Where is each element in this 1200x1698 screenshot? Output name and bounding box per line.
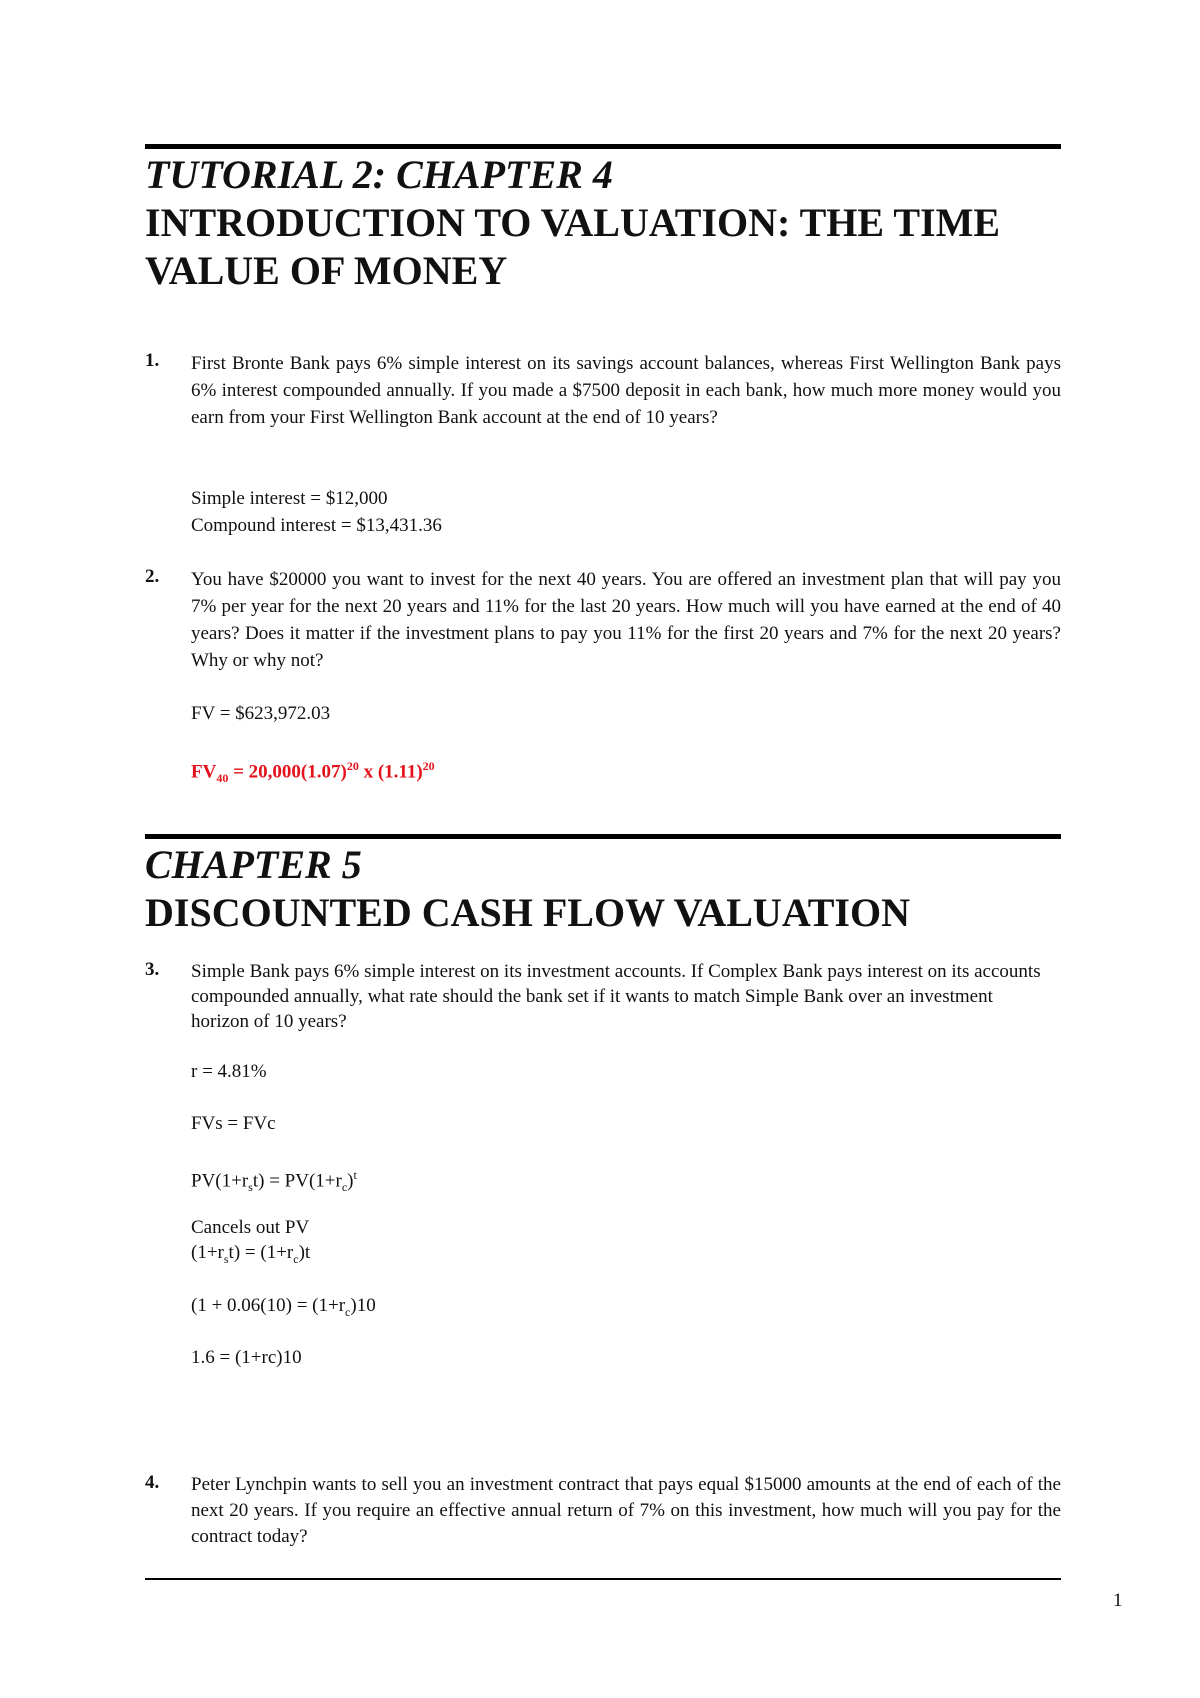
chapter-5-rule bbox=[145, 834, 1061, 839]
question-2-answer-fv: FV = $623,972.03 bbox=[191, 703, 331, 724]
chapter-5-title: CHAPTER 5 bbox=[145, 842, 362, 887]
chapter-5-subtitle: DISCOUNTED CASH FLOW VALUATION bbox=[145, 890, 910, 935]
question-3-rate: r = 4.81% bbox=[191, 1061, 267, 1082]
question-1-number: 1. bbox=[145, 350, 160, 371]
question-1-answer-compound: Compound interest = $13,431.36 bbox=[191, 515, 442, 536]
question-1-answer-simple: Simple interest = $12,000 bbox=[191, 488, 388, 509]
question-3-cancels-note: Cancels out PV bbox=[191, 1217, 310, 1238]
question-3-equation-1: $PV(1+r_st) = PV(1+r_c)^t$ bbox=[191, 1168, 357, 1195]
tutorial-subtitle-line2: VALUE OF MONEY bbox=[145, 248, 508, 293]
question-2-formula: $FV_{40} = 20,000(1.07)^{20}$ x $(1.11)^{20}$ bbox=[191, 759, 435, 786]
footer-rule bbox=[145, 1578, 1061, 1580]
question-3-equation-2: $(1+r_st) = (1+r_c)t$ bbox=[191, 1242, 311, 1266]
tutorial-subtitle-line1: INTRODUCTION TO VALUATION: THE TIME bbox=[145, 200, 1001, 245]
question-4-number: 4. bbox=[145, 1472, 160, 1493]
question-3-equation-4: 1.6 = (1+rc)10 bbox=[191, 1347, 302, 1368]
question-3-number: 3. bbox=[145, 959, 160, 980]
question-2-number: 2. bbox=[145, 566, 160, 587]
question-2-text: You have $20000 you want to invest for the next 40 years. You are offered an investment plan that will pay you 7% per year for the next 20 years and 11% for the last 20 years. How much will you have earned at the end of 40 years? Does it matter if the investment plans to pay you 11% for the first 20 years and 7% for the next 20 years? Why or why not? bbox=[191, 569, 1061, 671]
question-3-text: Simple Bank pays 6% simple interest on its investment accounts. If Complex Bank pays interest on its accounts compounded annually, what rate should the bank set if it wants to match Simple Bank over an investment horizon of 10 years? bbox=[191, 961, 1041, 1032]
question-1-text: First Bronte Bank pays 6% simple interest on its savings account balances, whereas First Wellington Bank pays 6% interest compounded annually. If you made a $7500 deposit in each bank, how much more money would you earn from your First Wellington Bank account at the end of 10 years? bbox=[191, 353, 1061, 428]
question-4-text: Peter Lynchpin wants to sell you an investment contract that pays equal $15000 amounts at the end of each of the next 20 years. If you require an effective annual return of 7% on this investment, how much will you pay for the contract today? bbox=[191, 1474, 1061, 1547]
header-rule bbox=[145, 144, 1061, 149]
question-3-fvs-equals-fvc: FVs = FVc bbox=[191, 1113, 276, 1134]
question-3-equation-3: ($1 + 0.06(10) = (1+r_c)10$ bbox=[191, 1295, 376, 1319]
tutorial-title: TUTORIAL 2: CHAPTER 4 bbox=[145, 152, 613, 197]
page-number: 1 bbox=[1113, 1590, 1123, 1611]
